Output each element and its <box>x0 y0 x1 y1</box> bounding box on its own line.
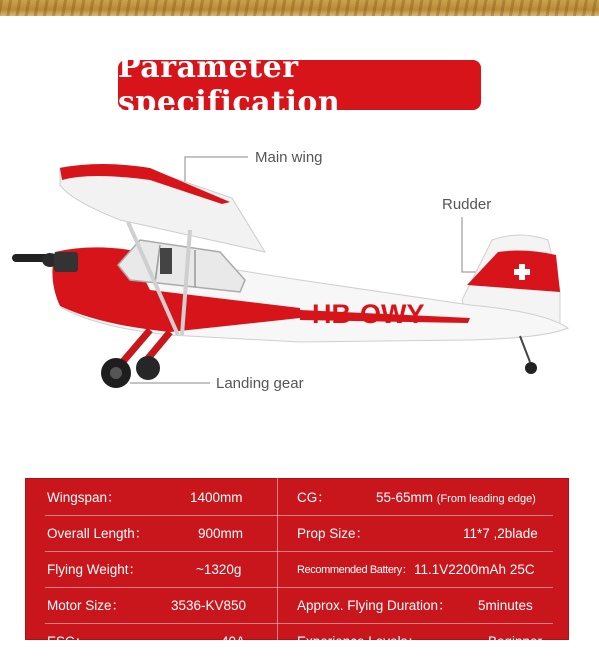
title-badge <box>118 50 481 120</box>
landing-gear-label: Landing gear <box>216 375 304 392</box>
spec-label: Overall Length： <box>47 526 149 541</box>
spec-row-overall-length <box>45 516 553 552</box>
spec-label: Experience Levels： <box>297 634 421 649</box>
spec-label: Prop Size： <box>297 526 370 541</box>
spec-value: 1400mm <box>190 490 243 505</box>
spec-label: ESC： <box>47 634 89 649</box>
rudder-label: Rudder <box>442 196 492 213</box>
spec-table <box>25 478 569 649</box>
spec-label: Wingspan： <box>47 490 121 505</box>
spec-value: 5minutes <box>478 598 533 613</box>
spec-row-esc <box>45 624 553 660</box>
spec-label: Motor Size： <box>47 598 126 613</box>
pilot-figure <box>160 248 172 274</box>
spec-row-flying-weight <box>45 552 553 588</box>
spec-row-motor-size <box>45 588 553 624</box>
spec-label: Recommended Battery： <box>297 564 413 576</box>
spec-value: Beginner <box>488 634 543 649</box>
spec-value: 11*7 ,2blade <box>463 526 538 541</box>
tail-wheel <box>525 362 537 374</box>
page-title: Parameter specification <box>118 50 341 120</box>
spec-value: 55-65mm (From leading edge) <box>376 490 536 505</box>
spec-value: 3536-KV850 <box>171 598 247 613</box>
rear-wheel <box>136 356 160 380</box>
spec-label: Approx. Flying Duration： <box>297 598 452 613</box>
spec-value: ~1320g <box>196 562 242 577</box>
spec-row-wingspan <box>45 480 553 516</box>
engine-cowl <box>54 252 78 272</box>
spec-value: 11.1V2200mAh 25C <box>414 562 535 577</box>
top-photo-strip <box>0 0 599 16</box>
spec-value: 900mm <box>198 526 244 541</box>
main-wing-label: Main wing <box>255 149 323 166</box>
swiss-cross <box>512 262 532 282</box>
registration-mark: HB-OWY <box>312 299 425 329</box>
spec-label: CG： <box>297 490 331 505</box>
airplane-illustration <box>0 140 599 400</box>
spec-value: 40A <box>221 634 246 649</box>
spec-label: Flying Weight： <box>47 562 143 577</box>
